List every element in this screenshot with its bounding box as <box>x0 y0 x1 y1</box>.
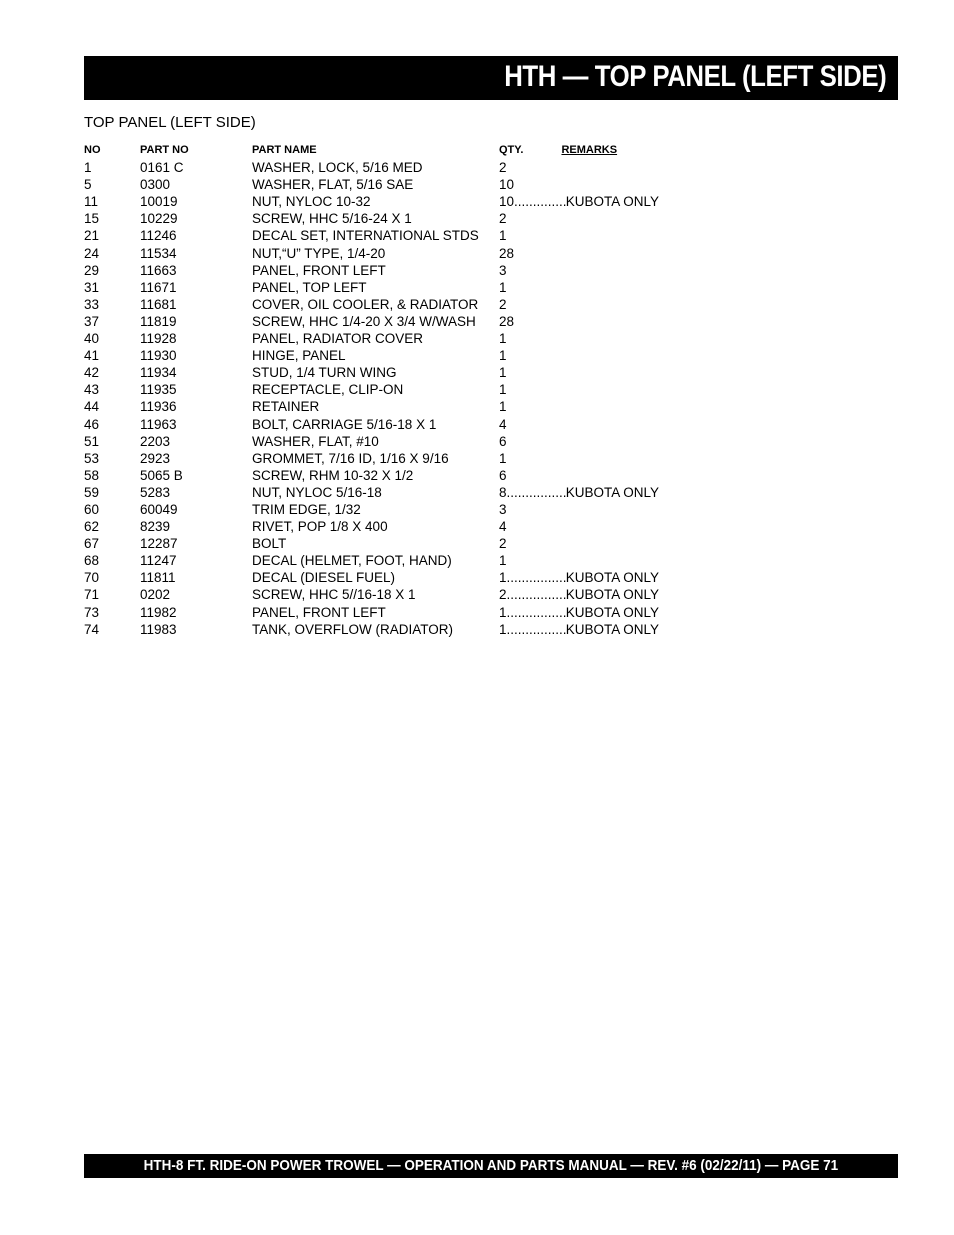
table-row <box>84 296 684 313</box>
qty-remarks-cell <box>499 535 684 552</box>
table-row <box>84 398 684 415</box>
part-name: DECAL (DIESEL FUEL) <box>252 570 396 586</box>
part-item-no: 58 <box>84 467 100 483</box>
part-number: 0300 <box>140 177 171 193</box>
qty-remarks-cell <box>499 279 684 296</box>
part-item-no: 15 <box>84 211 100 227</box>
part-number: 11247 <box>140 553 177 569</box>
table-row <box>84 450 684 467</box>
part-item-no: 51 <box>84 433 100 449</box>
part-number: 5065 B <box>140 467 183 483</box>
table-row <box>84 159 684 176</box>
part-item-no: 62 <box>84 519 100 535</box>
table-header-row <box>84 142 684 159</box>
part-name: TRIM EDGE, 1/32 <box>252 501 361 517</box>
part-qty: 1 <box>499 621 507 637</box>
table-row <box>84 262 684 279</box>
qty-remarks-cell <box>499 501 684 518</box>
qty-remarks-cell <box>499 467 684 484</box>
part-number: 11681 <box>140 296 177 312</box>
table-row <box>84 586 684 603</box>
part-name: DECAL SET, INTERNATIONAL STDS <box>252 228 479 244</box>
part-qty: 1 <box>499 450 507 466</box>
part-remarks: KUBOTA ONLY <box>565 570 659 586</box>
qty-remarks-cell <box>499 518 684 535</box>
table-row <box>84 193 684 210</box>
part-number: 2923 <box>140 450 171 466</box>
qty-remarks-cell <box>499 398 684 415</box>
part-number: 2203 <box>140 433 171 449</box>
table-row <box>84 433 684 450</box>
dot-leader <box>507 586 566 603</box>
parts-table-body <box>84 159 684 638</box>
part-qty: 1 <box>499 604 507 620</box>
dot-leader <box>507 604 566 621</box>
part-remarks: KUBOTA ONLY <box>565 194 659 210</box>
part-remarks: KUBOTA ONLY <box>565 621 659 637</box>
part-qty: 2 <box>499 587 507 603</box>
table-row <box>84 245 684 262</box>
part-name: SCREW, HHC 5/16-24 X 1 <box>252 211 412 227</box>
part-qty: 1 <box>499 365 507 381</box>
part-qty: 3 <box>499 262 507 278</box>
column-header-qty: QTY. <box>499 144 524 156</box>
part-number: 11930 <box>140 348 177 364</box>
part-name: WASHER, FLAT, 5/16 SAE <box>252 177 414 193</box>
part-qty: 1 <box>499 279 507 295</box>
part-remarks: KUBOTA ONLY <box>565 587 659 603</box>
column-header-qty-remarks <box>499 142 684 159</box>
part-item-no: 11 <box>84 194 99 210</box>
part-qty: 1 <box>499 331 507 347</box>
part-name: SCREW, HHC 5//16-18 X 1 <box>252 587 416 603</box>
part-item-no: 71 <box>84 587 100 603</box>
part-qty: 2 <box>499 296 507 312</box>
part-name: PANEL, FRONT LEFT <box>252 604 386 620</box>
table-row <box>84 381 684 398</box>
qty-remarks-cell <box>499 364 684 381</box>
table-row <box>84 569 684 586</box>
part-name: WASHER, LOCK, 5/16 MED <box>252 160 423 176</box>
part-number: 11982 <box>140 604 177 620</box>
part-name: NUT, NYLOC 5/16-18 <box>252 484 382 500</box>
qty-remarks-cell <box>499 552 684 569</box>
part-qty: 1 <box>499 348 507 364</box>
part-qty: 6 <box>499 467 507 483</box>
part-remarks: KUBOTA ONLY <box>565 484 659 500</box>
part-name: HINGE, PANEL <box>252 348 346 364</box>
table-row <box>84 364 684 381</box>
part-number: 11936 <box>140 399 177 415</box>
part-number: 11663 <box>140 262 177 278</box>
part-item-no: 41 <box>84 348 100 364</box>
column-header-part-name: PART NAME <box>252 144 317 156</box>
part-item-no: 59 <box>84 484 100 500</box>
part-name: WASHER, FLAT, #10 <box>252 433 379 449</box>
table-row <box>84 347 684 364</box>
table-row <box>84 210 684 227</box>
part-number: 11534 <box>140 245 177 261</box>
part-item-no: 70 <box>84 570 100 586</box>
part-number: 60049 <box>140 501 178 517</box>
part-name: NUT,“U” TYPE, 1/4-20 <box>252 245 386 261</box>
qty-remarks-cell <box>499 381 684 398</box>
part-qty: 10 <box>499 177 515 193</box>
part-qty: 4 <box>499 416 507 432</box>
qty-remarks-cell <box>499 569 684 586</box>
qty-remarks-cell <box>499 416 684 433</box>
part-name: DECAL (HELMET, FOOT, HAND) <box>252 553 452 569</box>
column-header-remarks: REMARKS <box>561 144 618 156</box>
page-footer-text: HTH-8 FT. RIDE-ON POWER TROWEL — OPERATION AND PARTS MANUAL — REV. #6 (02/22/11) — PAGE 71 <box>143 1157 839 1174</box>
table-row <box>84 313 684 330</box>
part-item-no: 53 <box>84 450 100 466</box>
part-qty: 28 <box>499 313 515 329</box>
qty-remarks-cell <box>499 604 684 621</box>
table-row <box>84 535 684 552</box>
part-qty: 1 <box>499 553 507 569</box>
qty-remarks-cell <box>499 210 684 227</box>
dot-leader <box>507 569 566 586</box>
page-header-bar <box>84 56 898 100</box>
table-row <box>84 621 684 638</box>
part-number: 11811 <box>140 570 176 586</box>
page-title: HTH — TOP PANEL (LEFT SIDE) <box>503 60 886 93</box>
part-qty: 6 <box>499 433 507 449</box>
part-item-no: 37 <box>84 313 100 329</box>
part-name: SCREW, HHC 1/4-20 X 3/4 W/WASH <box>252 313 476 329</box>
page-footer-bar <box>84 1154 898 1178</box>
part-name: TANK, OVERFLOW (RADIATOR) <box>252 621 454 637</box>
part-item-no: 43 <box>84 382 100 398</box>
part-number: 12287 <box>140 536 178 552</box>
qty-remarks-cell <box>499 245 684 262</box>
part-name: PANEL, RADIATOR COVER <box>252 331 424 347</box>
part-item-no: 42 <box>84 365 100 381</box>
column-header-no: NO <box>84 144 101 156</box>
part-number: 11671 <box>140 279 177 295</box>
table-row <box>84 330 684 347</box>
part-qty: 1 <box>499 570 507 586</box>
qty-remarks-cell <box>499 621 684 638</box>
part-number: 11983 <box>140 621 177 637</box>
qty-remarks-cell <box>499 227 684 244</box>
section-title: TOP PANEL (LEFT SIDE) <box>84 114 256 131</box>
dot-leader <box>507 484 566 501</box>
part-item-no: 67 <box>84 536 100 552</box>
qty-remarks-cell <box>499 450 684 467</box>
table-row <box>84 552 684 569</box>
part-name: PANEL, FRONT LEFT <box>252 262 386 278</box>
part-item-no: 44 <box>84 399 100 415</box>
part-number: 0202 <box>140 587 171 603</box>
part-name: COVER, OIL COOLER, & RADIATOR <box>252 296 479 312</box>
table-row <box>84 467 684 484</box>
part-item-no: 60 <box>84 501 100 517</box>
part-qty: 8 <box>499 484 507 500</box>
dot-leader <box>507 621 566 638</box>
part-name: STUD, 1/4 TURN WING <box>252 365 397 381</box>
part-qty: 1 <box>499 382 507 398</box>
part-name: RETAINER <box>252 399 320 415</box>
part-number: 5283 <box>140 484 171 500</box>
qty-remarks-cell <box>499 176 684 193</box>
part-number: 11963 <box>140 416 177 432</box>
qty-remarks-cell <box>499 193 684 210</box>
part-qty: 10 <box>499 194 515 210</box>
part-name: BOLT, CARRIAGE 5/16-18 X 1 <box>252 416 437 432</box>
part-item-no: 68 <box>84 553 100 569</box>
part-name: BOLT <box>252 536 287 552</box>
part-item-no: 21 <box>84 228 100 244</box>
part-number: 0161 C <box>140 160 184 176</box>
part-number: 11246 <box>140 228 177 244</box>
part-qty: 4 <box>499 519 507 535</box>
qty-remarks-cell <box>499 347 684 364</box>
part-name: PANEL, TOP LEFT <box>252 279 367 295</box>
part-item-no: 31 <box>84 279 100 295</box>
column-header-part-no: PART NO <box>140 144 189 156</box>
part-qty: 2 <box>499 211 507 227</box>
part-item-no: 74 <box>84 621 100 637</box>
qty-remarks-cell <box>499 313 684 330</box>
part-number: 11934 <box>140 365 177 381</box>
table-row <box>84 501 684 518</box>
part-remarks: KUBOTA ONLY <box>565 604 659 620</box>
part-qty: 1 <box>499 399 507 415</box>
part-name: NUT, NYLOC 10-32 <box>252 194 371 210</box>
qty-remarks-cell <box>499 159 684 176</box>
table-row <box>84 518 684 535</box>
part-qty: 2 <box>499 160 507 176</box>
part-item-no: 73 <box>84 604 100 620</box>
part-name: SCREW, RHM 10-32 X 1/2 <box>252 467 414 483</box>
part-item-no: 40 <box>84 331 100 347</box>
part-name: RIVET, POP 1/8 X 400 <box>252 519 388 535</box>
qty-remarks-cell <box>499 433 684 450</box>
part-number: 11935 <box>140 382 177 398</box>
parts-table <box>84 142 684 638</box>
part-item-no: 46 <box>84 416 100 432</box>
part-number: 10229 <box>140 211 178 227</box>
part-item-no: 24 <box>84 245 100 261</box>
dot-leader <box>514 193 566 210</box>
part-name: RECEPTACLE, CLIP-ON <box>252 382 404 398</box>
part-item-no: 33 <box>84 296 100 312</box>
part-number: 11928 <box>140 331 177 347</box>
part-number: 10019 <box>140 194 178 210</box>
part-name: GROMMET, 7/16 ID, 1/16 X 9/16 <box>252 450 449 466</box>
part-item-no: 1 <box>84 160 92 176</box>
part-number: 11819 <box>140 313 177 329</box>
table-row <box>84 416 684 433</box>
part-qty: 1 <box>499 228 507 244</box>
table-row <box>84 227 684 244</box>
qty-remarks-cell <box>499 296 684 313</box>
qty-remarks-cell <box>499 484 684 501</box>
part-qty: 2 <box>499 536 507 552</box>
part-qty: 28 <box>499 245 515 261</box>
part-number: 8239 <box>140 519 171 535</box>
table-row <box>84 604 684 621</box>
qty-remarks-cell <box>499 262 684 279</box>
part-qty: 3 <box>499 501 507 517</box>
part-item-no: 5 <box>84 177 92 193</box>
table-row <box>84 176 684 193</box>
table-row <box>84 279 684 296</box>
part-item-no: 29 <box>84 262 100 278</box>
table-row <box>84 484 684 501</box>
qty-remarks-cell <box>499 586 684 603</box>
qty-remarks-cell <box>499 330 684 347</box>
